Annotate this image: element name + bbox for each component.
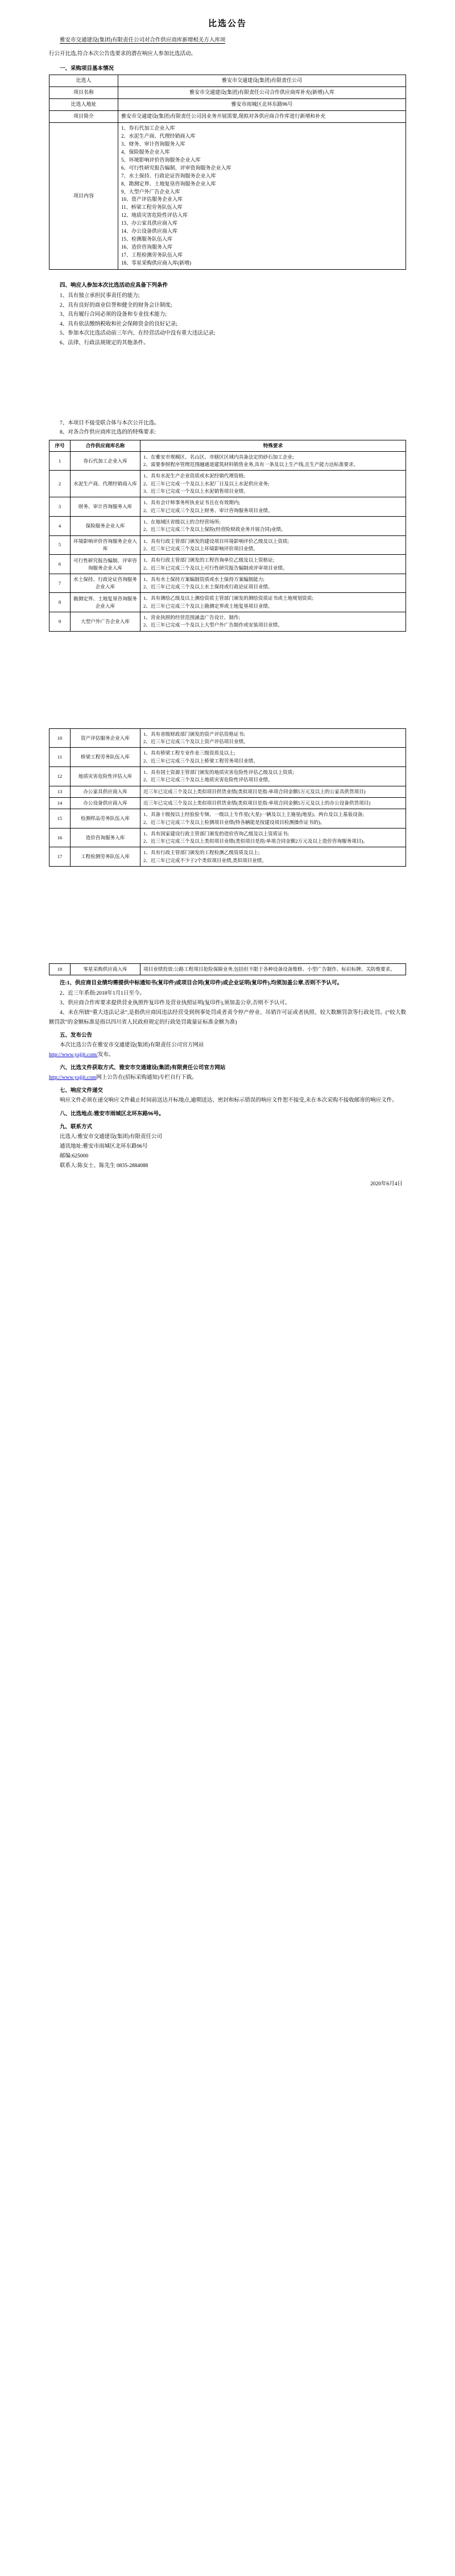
note-line: 3、供应商合作库要求提供营业执照件复印件及营业执照证明(复印件),须加盖公章,否则不予认可。 [60,1000,291,1006]
requirement-line: 1、具有桥梁工程专业作业三级资质及以上; [143,750,235,756]
spacer [49,867,406,963]
row-num: 12 [49,766,71,786]
lead-text-2: 行公开比选,符合本次公告选要求的潜在响应人参加比选活动。 [49,51,196,57]
list-item: 10、资产评估服务企业入库 [121,196,183,203]
requirement-line: 近三年已完成三个及以上类似项目供货业绩(类似项目是指:单项合同金额5万元及以上的公家具供货项目) [143,788,366,794]
requirement-line: 1、具有国家建设行政主管部门颁发的造价咨询乙级及以上资质证书; [143,830,289,836]
requirement-line: 1、在地域区省级以上的合经营场所; [143,518,221,525]
row-category: 办公设备供应商入库 [71,797,140,809]
requirement-line: 2、近三年已完成三个及以上桥梁工程劳务项目业绩。 [143,757,258,764]
special-requirements-table-part3 [49,963,406,975]
table-row [49,535,406,555]
row-category: 勘测定界、土地复垦咨询服务企业入库 [71,593,140,612]
table-row [49,797,406,809]
section-7-block [49,1086,406,1106]
list-item: 9、大型户外广告企业入库 [121,188,180,195]
row-category: 资产评估服务企业入库 [71,728,140,748]
spacer [49,632,406,728]
note-text: 7、本项目不接受联合体与本次公开比选。 [60,420,160,426]
special-requirements-table-part2 [49,728,406,867]
row-requirement [140,471,406,497]
requirement-line: 2、近三年已完成不少于2个类似项目业绩,类似项目业绩。 [143,857,267,863]
row-num: 8 [49,593,71,612]
spacer [49,270,406,275]
document-date: 2020年6月4日 [370,1181,403,1188]
requirement-line: 1、具有会计师事务所执业证书且在有效期内; [143,500,240,506]
project-content-list [118,123,406,270]
requirement-line: 1、具备十级按以上经验验专频、一级以上专作星(大星)一辆及以上主施星(地星)、两台及以上基装设备; [143,811,364,818]
row-requirement [140,728,406,748]
section-9-block [49,1123,406,1171]
row-category: 水泥生产商、代理经销商入库 [71,471,140,497]
basic-info-table [49,75,406,270]
section-7-body: 响应文件必须在递交响应文件截止时间前送达开标地点,逾期送达、密封和标示错误的响应文件恕不接受,未在本次采购不接收邮寄的响应文件。 [60,1098,398,1104]
requirement-line: 1、具有行政主管部门颁发的工程咨询单位乙级及以上资格证; [143,557,275,563]
requirement-line: 项目业绩投放:公路工程项目抢险保障业务,包括但不限于各种设备设备维修、小型广告制作、标识标牌、关防维要求。 [143,966,395,972]
row-category: 零星采购供应商入库 [71,964,140,975]
requirement-line: 1、具有国土资源主管部门颁发的地质灾害危险性评估乙级及以上资质; [143,769,294,775]
list-item: 6、法律、行政法规规定的其他条件。 [60,340,149,347]
table-row [49,593,406,612]
row-requirement [140,766,406,786]
row-requirement [140,809,406,829]
row-value: 雅安市交通建设(集团)有限责任公司合作供应商库补充(新增)入库 [118,87,406,99]
requirement-line: 2、近三年已完成三个及以上检测项目业绩(特各辆能是按建设项目检测操作证书的)。 [143,819,325,825]
row-category: 办公家具供应商入库 [71,786,140,797]
row-category: 水土保持、行政论证咨询服务企业入库 [71,574,140,593]
row-category: 券石代加工企业入库 [71,451,140,471]
section-6-tail: 网上公告在(招标采购通知)专栏自行下载。 [96,1075,197,1081]
row-num: 4 [49,516,71,535]
notes-block [49,979,406,1027]
contact-line: 比选人:雅安市交通建设(集团)有限责任公司 [60,1134,162,1140]
content-list [121,125,403,267]
section-heading-basic: 一、采购项目基本情况 [60,66,114,72]
section-5-body [49,1041,406,1050]
requirement-line: 1、具有省级财政部门颁发的资产评估资格证书; [143,731,245,737]
requirement-line: 1、在雅安市规模区、名山区、市辖区区域内具备法定的砂石加工企业; [143,454,294,460]
table-row [49,828,406,847]
requirement-line: 2、近三年已完成三个及以上地质灾害危险性评估项目业绩。 [143,777,273,783]
list-item: 1、券石代加工企业入库 [121,125,175,131]
official-website-link-2[interactable]: http://www.yajjjt.com [49,1075,97,1081]
lead-underline-1: 雅安市交通建设(集团)有限责任公司对合作供应商库新增相关方入库项 [60,38,226,43]
row-num: 9 [49,612,71,632]
row-label: 项目简介 [49,111,118,123]
row-requirement [140,516,406,535]
section-heading-location: 八、比选地点:雅安市雨城区北环东路96号。 [60,1111,164,1117]
row-category: 财务、审计咨询服务入库 [71,497,140,517]
table-row [49,111,406,123]
note-text: 8、对各合作供应商库比选的的特殊要求: [60,430,156,436]
section-heading-contact: 九、联系方式 [60,1124,93,1130]
requirement-line: 2、近三年已完成三个及以上可行性研究报告编制或评审项目业绩。 [143,564,288,571]
section-heading-publish: 五、发布公告 [60,1032,93,1038]
table-row [49,516,406,535]
table-row [49,497,406,517]
row-num: 13 [49,786,71,797]
section-8-block [49,1110,406,1119]
section-5-link-line [49,1050,406,1060]
row-requirement [140,847,406,867]
table-row [49,766,406,786]
table-row [49,786,406,797]
table-row [49,728,406,748]
list-item: 5、参加本次比选活动前三年内、在经营活动中没有重大违法记录; [60,331,216,337]
row-category: 工程检测劳务队伍入库 [71,847,140,867]
spacer [49,348,406,417]
row-category: 地质灾害危险性评估入库 [71,766,140,786]
row-requirement [140,593,406,612]
row-value: 雅安市交通建设(集团)有限责任公司 [118,75,406,87]
table-row [49,451,406,471]
contact-line: 邮编:625000 [60,1153,89,1159]
requirement-line: 1、具有测绘乙级及以上测绘资质主管部门颁发的测绘资质证书或土地规划资质; [143,595,313,601]
requirement-line: 2、近三年已完成一个及以上大型户外广告制作或安装项目业绩。 [143,622,283,628]
row-requirement [140,612,406,632]
requirement-line: 2、近三年已完成三个及以上财务、审计咨询服务项目业绩。 [143,507,273,513]
table-row [49,612,406,632]
list-item: 2、具有良好的商业信誉和健全的财务会计制度; [60,302,172,308]
row-num: 14 [49,797,71,809]
list-item: 16、造价咨询服务入库 [121,244,173,250]
requirement-line: 2、需要参照程序管理范围融通道建筑材料销售业务,具有一条及以上生产线,且生产能力达标准要求。 [143,461,359,468]
column-header-category: 合作供应商库名称 [71,440,140,451]
requirement-line: 2、近三年已完成三个及以上水土保持或行政论证项目业绩。 [143,584,273,590]
row-requirement [140,964,406,975]
section-heading-docs: 六、比选文件获取方式、雅安市交通建设(集团)有限责任公司官方网站 [60,1065,226,1071]
list-item: 15、检测服务队伍入库 [121,236,173,242]
requirement-line: 1、具有行政主管部门颁发的建设项目环境影响评价乙级及以上资质; [143,538,289,544]
list-item: 11、桥梁工程劳务队伍入库 [121,204,183,211]
table-header-row [49,440,406,451]
row-value: 雅安市雨城区北环东路96号 [118,99,406,111]
list-item: 18、零星采购供应商入库(新增) [121,259,191,266]
table-row [49,847,406,867]
section-6-block [49,1064,406,1083]
requirement-line: 2、近三年已完成三个及以上资产评估项目业绩。 [143,739,249,745]
table-row [49,555,406,574]
row-requirement [140,828,406,847]
requirement-line: 3、近三年已完成一个及以上水泥销售项目业绩。 [143,488,249,494]
section-6-link-line [49,1073,406,1083]
list-item: 12、地质灾害危险性评估入库 [121,212,188,219]
section-5-tail: 发布。 [97,1052,114,1058]
row-num: 15 [49,809,71,829]
list-item: 5、环境影响评价咨询服务企业入库 [121,156,201,163]
requirement-line: 1、具有行政主管部门颁发的工程检测乙级资质及以上; [143,850,260,856]
row-requirement [140,451,406,471]
special-requirements-table-part1 [49,440,406,632]
list-item: 13、办公家具供应商入库 [121,220,178,226]
list-item: 14、办公设备供应商入库 [121,228,178,234]
row-category: 环境影响评价咨询服务企业入库 [71,535,140,555]
contact-address-label: 通讯地址:雅安市雨城区北环东路96号 [60,1143,148,1149]
list-item: 3、具有履行合同必须的设备和专业技术能力; [60,312,167,318]
row-num: 17 [49,847,71,867]
row-num: 18 [49,964,71,975]
official-website-link-1[interactable]: http://www.yajjjt.com/ [49,1052,98,1058]
row-requirement [140,555,406,574]
section-heading-conditions: 四、响应人参加本次比选活动应具备下列条件 [60,282,168,288]
table-row [49,87,406,99]
row-category: 造价咨询服务入库 [71,828,140,847]
section-7-note [49,419,406,438]
list-item: 3、财务、审计咨询服务入库 [121,141,185,147]
row-category: 桥梁工程劳务队伍入库 [71,748,140,767]
row-requirement [140,497,406,517]
table-row [49,748,406,767]
row-num: 10 [49,728,71,748]
table-row [49,964,406,975]
column-header-num: 序号 [49,440,71,451]
note-line: 4、未在所辖“重大违法记录”,是指供应商因违法经营受到刑事处罚或者责令停产停业、吊销许可证或者执照、较大数额罚款等行政处罚。(“较大数额罚款”的金额标准是指以四川省人民政府规定的行政处罚裁量证标准金额为准) [49,1009,406,1025]
lead-paragraph-2 [49,50,406,59]
requirement-line: 1、具有水土保持方案编制资质或水土保持方案编制能力; [143,576,264,582]
row-num: 16 [49,828,71,847]
note-line: 2、近三年系指:2018年1月1日至今。 [60,990,145,996]
requirement-line: 2、近三年已完成三个及以上类似项目业绩(类似项目是指:单项合同金额2万元及以上造价咨询服务项目)。 [143,838,368,844]
row-num: 7 [49,574,71,593]
row-num: 6 [49,555,71,574]
requirement-line: 2、近三年已完成三个及以上保险(经营险财政业务开展合同)业绩。 [143,526,286,533]
list-item: 4、保险服务企业入库 [121,149,170,155]
list-item: 17、工程检测劳务队伍入库 [121,252,183,258]
row-value: 雅安市交通建设(集团)有限责任公司因业务开展需要,现拟对各供应商合作库进行新增和补充 [118,111,406,123]
column-header-requirement: 特殊要求 [140,440,406,451]
list-item: 1、具有独立承担民事责任的能力; [60,292,140,299]
table-row [49,809,406,829]
list-item: 8、勘测定界、土地复垦咨询服务企业入库 [121,180,216,187]
row-label: 项目名称 [49,87,118,99]
contact-line: 联系人:陈女士、陈先生 0835-2884088 [60,1163,148,1169]
section-5-text: 本次比选公告在雅安市交通建设(集团)有限责任公司官方网站 [60,1042,204,1048]
row-category: 可行性研究报告编制、评审咨询服务企业入库 [71,555,140,574]
row-num: 5 [49,535,71,555]
row-num: 1 [49,451,71,471]
requirement-line: 1、具有水泥生产企业资质或水泥经销代理资格; [143,473,245,479]
table-row [49,574,406,593]
row-requirement [140,797,406,809]
row-label: 比选人 [49,75,118,87]
requirement-line: 1、营业执照的经营范围涵盖广告设计、制作; [143,615,240,621]
row-category: 保险服务企业入库 [71,516,140,535]
note-line: 注:1、供应商目业绩均需提供中标通知书(复印件)或项目合同(复印件)或企业证明(复印件),均须加盖公章,否则不予认可。 [60,980,343,987]
row-num: 2 [49,471,71,497]
row-requirement [140,786,406,797]
row-num: 11 [49,748,71,767]
list-item: 2、水泥生产商、代理经销商入库 [121,133,196,139]
table-row [49,75,406,87]
section-5-block [49,1031,406,1060]
list-item: 7、水土保持、行政论证咨询服务企业入库 [121,172,216,179]
lead-paragraph-1 [49,36,406,45]
requirement-line: 2、近三年已完成三个及以上环境影响评价项目业绩。 [143,545,258,551]
document-body [49,0,406,1204]
row-category: 检测样品劳务队伍入库 [71,809,140,829]
table-row [49,471,406,497]
row-requirement [140,535,406,555]
contact-line [49,1142,406,1152]
requirement-line: 近三年已完成三个及以上类似项目供货业绩(类似项目是指:单项合同金额5万元及以上的办公设备供货项目) [143,799,371,806]
row-num: 3 [49,497,71,517]
section-heading-submit: 七、响应文件递交 [60,1088,104,1094]
page-title: 比选公告 [208,19,247,28]
requirement-line: 2、近三年已完成一个及以上水泥厂日及以上水泥供应业务; [143,480,270,487]
list-item: 6、可行性研究报告编制、评审资询服务企业入库 [121,164,231,171]
row-requirement [140,748,406,767]
table-row-content [49,123,406,270]
row-category: 大型户外广告企业入库 [71,612,140,632]
row-label: 比选人地址 [49,99,118,111]
requirement-line: 2、近三年已完成三个及以上勘测定界或土地复垦项目业绩。 [143,603,273,609]
table-row [49,99,406,111]
row-label: 项目内容 [49,123,118,270]
row-requirement [140,574,406,593]
list-item: 4、具有依法缴纳税收和社会保障资金的良好记录; [60,321,177,327]
conditions-list [49,291,406,348]
